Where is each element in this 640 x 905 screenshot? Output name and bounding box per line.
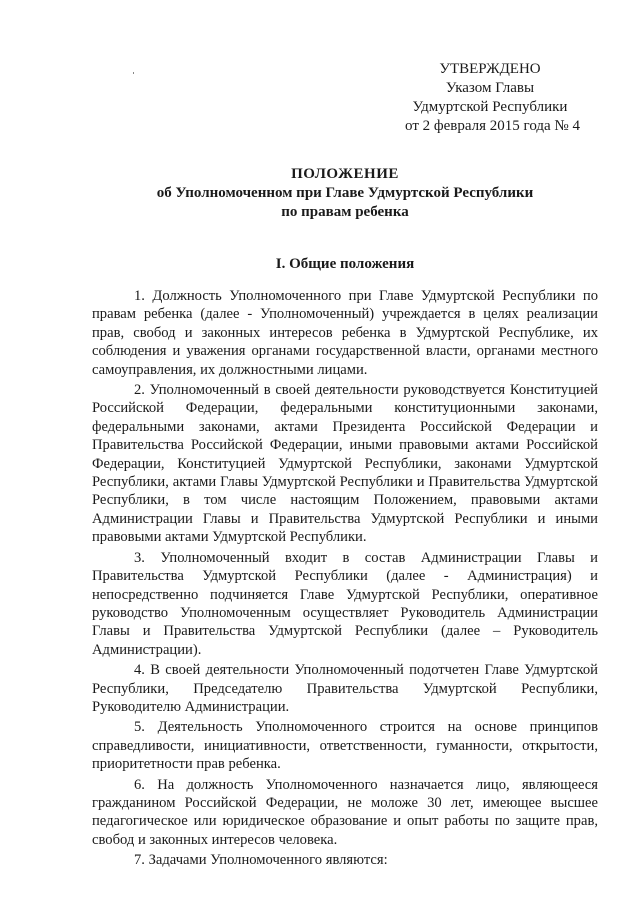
approval-line-approved: УТВЕРЖДЕНО <box>439 61 541 77</box>
paragraph-2: 2. Уполномоченный в своей деятельности руководствуется Конституцией Российской Федерации, федеральными конституционными законами, федеральными законами, актами Президента Российской Федерации и Правительства Российской Федерации, иными правовыми актами Российской Федерации, Конституцией Удмуртской Республики, законами Удмуртской Республики, актами Главы Удмуртской Республики и Правительства Удмуртской Республики, в том числе настоящим Положением, правовыми актами Администрации Главы и Правительства Удмуртской Республики и иными правовыми актами Удмуртской Республики. <box>92 382 598 546</box>
approval-line-republic: Удмуртской Республики <box>412 99 568 115</box>
document-title-block <box>90 165 600 222</box>
paragraph-7: 7. Задачами Уполномоченного являются: <box>134 852 388 869</box>
document-title: ПОЛОЖЕНИЕ <box>291 166 399 182</box>
scan-speck <box>133 72 134 74</box>
paragraph-4: 4. В своей деятельности Уполномоченный подотчетен Главе Удмуртской Республики, Председателю Правительства Удмуртской Республики, Руководителю Администрации. <box>92 662 598 715</box>
paragraph-5: 5. Деятельность Уполномоченного строится на основе принципов справедливости, инициативности, ответственности, гуманности, открытости, приоритетности прав ребенка. <box>92 719 598 773</box>
document-subtitle-line-2: по правам ребенка <box>281 204 409 220</box>
section-heading: I. Общие положения <box>275 256 415 272</box>
approval-line-decree: Указом Главы <box>445 80 535 96</box>
document-subtitle-line-1: об Уполномоченном при Главе Удмуртской Республики <box>156 185 534 201</box>
approval-line-date: от 2 февраля 2015 года № 4 <box>405 118 580 134</box>
paragraph-1: 1. Должность Уполномоченного при Главе Удмуртской Республики по правам ребенка (далее - Уполномоченный) учреждается в целях реализации прав, свобод и законных интересов ребенка в Удмуртской Республике, их соблюдения и уважения органами государственной власти, органами местного самоуправления, их должностными лицами. <box>92 288 598 378</box>
paragraph-3: 3. Уполномоченный входит в состав Администрации Главы и Правительства Удмуртской Республики (далее - Администрация) и непосредственно подчиняется Главе Удмуртской Республики, оперативное руководство Уполномоченным осуществляет Руководитель Администрации Главы и Правительства Удмуртской Республики (далее – Руководитель Администрации). <box>92 549 598 658</box>
approval-stamp-block <box>380 60 580 136</box>
paragraph-6: 6. На должность Уполномоченного назначается лицо, являющееся гражданином Российской Федерации, не моложе 30 лет, имеющее высшее педагогическое или юридическое образование и опыт работы по защите прав, свобод и законных интересов человека. <box>92 776 598 848</box>
document-body <box>92 287 598 872</box>
